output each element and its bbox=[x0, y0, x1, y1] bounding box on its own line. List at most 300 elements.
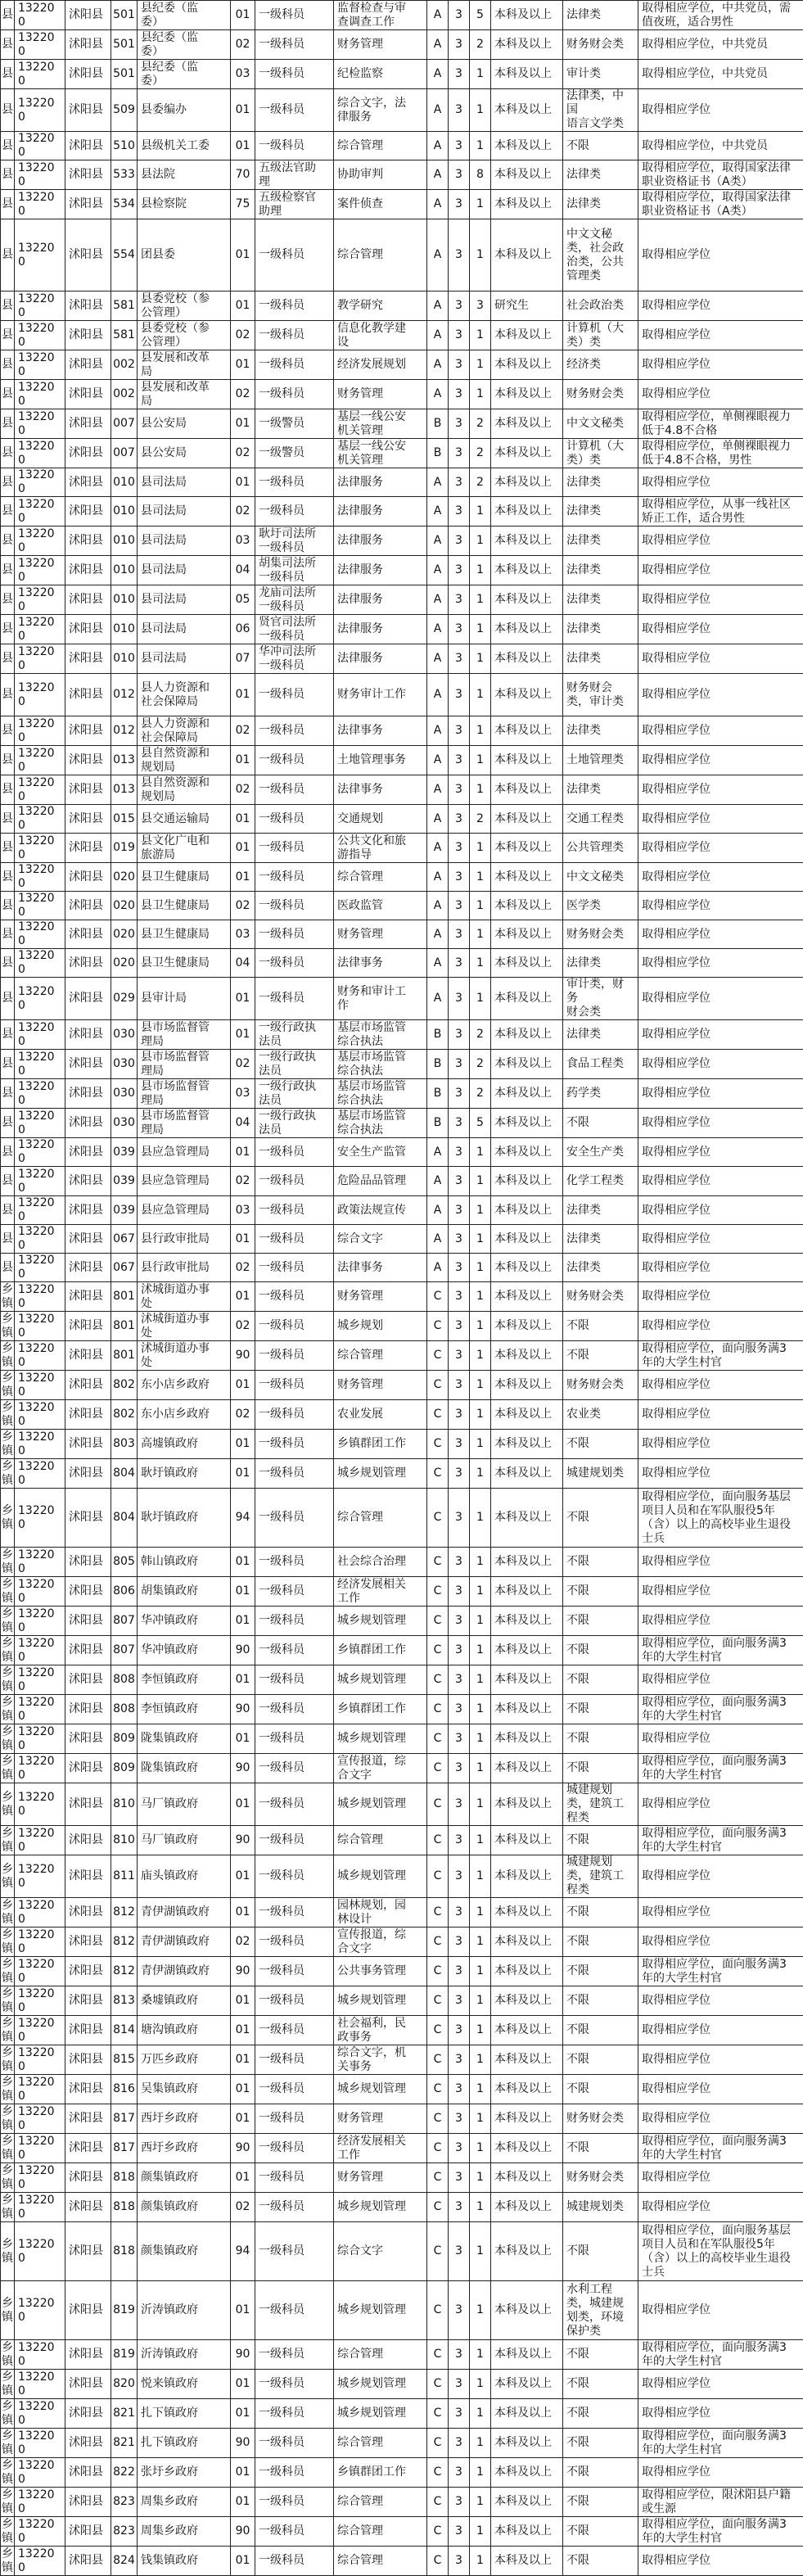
unit-code-cell: 020 bbox=[111, 949, 138, 978]
table-row bbox=[1, 1254, 803, 1282]
major-cell: 法律类 bbox=[563, 775, 638, 805]
ratio-cell: 3 bbox=[449, 2517, 470, 2547]
count-cell: 2 bbox=[470, 409, 491, 439]
position-desc-cell: 农业发展 bbox=[334, 1400, 427, 1430]
position-desc-cell: 公共事务管理 bbox=[334, 1957, 427, 1986]
position-code-cell: 01 bbox=[231, 1607, 255, 1636]
major-cell: 不限 bbox=[563, 132, 638, 160]
unit-name-cell: 沂涛镇政府 bbox=[138, 2340, 231, 2370]
unit-code-cell: 010 bbox=[111, 585, 138, 615]
region-code-cell: 132200 bbox=[15, 1986, 65, 2016]
unit-code-cell: 801 bbox=[111, 1312, 138, 1341]
major-cell: 法律类，中国 语言文学类 bbox=[563, 89, 638, 132]
position-desc-cell: 教学研究 bbox=[334, 291, 427, 321]
position-code-cell: 01 bbox=[231, 1986, 255, 2016]
category-cell: A bbox=[427, 60, 449, 89]
count-cell: 1 bbox=[470, 219, 491, 291]
count-cell: 1 bbox=[470, 1138, 491, 1167]
unit-name-cell: 县司法局 bbox=[138, 644, 231, 674]
ratio-cell: 3 bbox=[449, 949, 470, 978]
region-code-cell: 132200 bbox=[15, 716, 65, 746]
region-code-cell: 132200 bbox=[15, 949, 65, 978]
count-cell: 1 bbox=[470, 1196, 491, 1225]
other-conditions-cell: 取得相应学位，中共党员，需 值夜班，适合男性 bbox=[638, 1, 803, 30]
category-cell: C bbox=[427, 2222, 449, 2281]
region-code-cell: 132200 bbox=[15, 497, 65, 526]
count-cell: 1 bbox=[470, 892, 491, 920]
position-name-cell: 耿圩司法所 一级科员 bbox=[255, 526, 334, 556]
table-row bbox=[1, 1855, 803, 1898]
region-cell: 沭阳县 bbox=[65, 219, 111, 291]
education-cell: 本科及以上 bbox=[491, 1459, 563, 1489]
count-cell: 2 bbox=[470, 1050, 491, 1079]
level-cell: 乡 镇 bbox=[1, 1986, 15, 2016]
position-name-cell: 一级科员 bbox=[255, 1312, 334, 1341]
category-cell: A bbox=[427, 321, 449, 350]
position-name-cell: 一级科员 bbox=[255, 1400, 334, 1430]
table-row bbox=[1, 1341, 803, 1371]
other-conditions-cell: 取得相应学位，从事一线社区 矫正工作，适合男性 bbox=[638, 497, 803, 526]
other-conditions-cell: 取得相应学位，面向服务满3 年的大学生村官 bbox=[638, 1636, 803, 1665]
count-cell: 1 bbox=[470, 1986, 491, 2016]
region-code-cell: 132200 bbox=[15, 1898, 65, 1927]
position-desc-cell: 综合管理 bbox=[334, 863, 427, 892]
category-cell: B bbox=[427, 1079, 449, 1109]
region-cell: 沭阳县 bbox=[65, 2134, 111, 2163]
region-cell: 沭阳县 bbox=[65, 2045, 111, 2075]
unit-code-cell: 802 bbox=[111, 1400, 138, 1430]
unit-code-cell: 810 bbox=[111, 1783, 138, 1826]
table-row bbox=[1, 1400, 803, 1430]
table-row bbox=[1, 1020, 803, 1050]
region-code-cell: 132200 bbox=[15, 863, 65, 892]
region-cell: 沭阳县 bbox=[65, 439, 111, 468]
category-cell: A bbox=[427, 978, 449, 1020]
ratio-cell: 3 bbox=[449, 190, 470, 219]
ratio-cell: 3 bbox=[449, 321, 470, 350]
position-name-cell: 一级科员 bbox=[255, 716, 334, 746]
unit-name-cell: 县行政审批局 bbox=[138, 1254, 231, 1282]
unit-code-cell: 817 bbox=[111, 2134, 138, 2163]
ratio-cell: 3 bbox=[449, 1986, 470, 2016]
position-code-cell: 01 bbox=[231, 1783, 255, 1826]
unit-code-cell: 039 bbox=[111, 1196, 138, 1225]
ratio-cell: 3 bbox=[449, 863, 470, 892]
unit-name-cell: 县委党校（参 公管理） bbox=[138, 291, 231, 321]
position-code-cell: 01 bbox=[231, 1, 255, 30]
other-conditions-cell: 取得相应学位 bbox=[638, 1607, 803, 1636]
position-desc-cell: 城乡规划管理 bbox=[334, 1724, 427, 1754]
table-row bbox=[1, 468, 803, 497]
education-cell: 本科及以上 bbox=[491, 1665, 563, 1695]
position-desc-cell: 财务管理 bbox=[334, 2163, 427, 2193]
education-cell: 本科及以上 bbox=[491, 949, 563, 978]
unit-code-cell: 010 bbox=[111, 526, 138, 556]
level-cell: 县 bbox=[1, 190, 15, 219]
region-cell: 沭阳县 bbox=[65, 2370, 111, 2399]
category-cell: A bbox=[427, 805, 449, 834]
position-name-cell: 一级科员 bbox=[255, 132, 334, 160]
ratio-cell: 3 bbox=[449, 585, 470, 615]
count-cell: 1 bbox=[470, 1459, 491, 1489]
other-conditions-cell: 取得相应学位 bbox=[638, 1577, 803, 1607]
category-cell: C bbox=[427, 1607, 449, 1636]
position-desc-cell: 综合管理 bbox=[334, 1341, 427, 1371]
region-code-cell: 132200 bbox=[15, 2547, 65, 2576]
position-desc-cell: 社会综合治理 bbox=[334, 1548, 427, 1577]
position-code-cell: 94 bbox=[231, 1489, 255, 1548]
major-cell: 法律类 bbox=[563, 526, 638, 556]
region-cell: 沭阳县 bbox=[65, 1400, 111, 1430]
unit-name-cell: 马厂镇政府 bbox=[138, 1826, 231, 1855]
position-name-cell: 一级科员 bbox=[255, 805, 334, 834]
education-cell: 本科及以上 bbox=[491, 2488, 563, 2517]
region-code-cell: 132200 bbox=[15, 190, 65, 219]
major-cell: 不限 bbox=[563, 1898, 638, 1927]
education-cell: 本科及以上 bbox=[491, 1957, 563, 1986]
education-cell: 本科及以上 bbox=[491, 2458, 563, 2488]
table-row bbox=[1, 321, 803, 350]
region-code-cell: 132200 bbox=[15, 526, 65, 556]
position-name-cell: 一级科员 bbox=[255, 834, 334, 863]
level-cell: 县 bbox=[1, 920, 15, 949]
position-code-cell: 01 bbox=[231, 2045, 255, 2075]
position-desc-cell: 城乡规划管理 bbox=[334, 2399, 427, 2429]
region-cell: 沭阳县 bbox=[65, 1138, 111, 1167]
position-desc-cell: 城乡规划管理 bbox=[334, 1855, 427, 1898]
position-code-cell: 01 bbox=[231, 2488, 255, 2517]
unit-code-cell: 821 bbox=[111, 2429, 138, 2458]
region-code-cell: 132200 bbox=[15, 2016, 65, 2045]
unit-code-cell: 012 bbox=[111, 716, 138, 746]
major-cell: 不限 bbox=[563, 2517, 638, 2547]
category-cell: A bbox=[427, 291, 449, 321]
position-name-cell: 贤官司法所 一级科员 bbox=[255, 615, 334, 644]
ratio-cell: 3 bbox=[449, 1548, 470, 1577]
ratio-cell: 3 bbox=[449, 60, 470, 89]
level-cell: 乡 镇 bbox=[1, 2547, 15, 2576]
category-cell: B bbox=[427, 409, 449, 439]
education-cell: 本科及以上 bbox=[491, 1312, 563, 1341]
position-desc-cell: 城乡规划管理 bbox=[334, 2370, 427, 2399]
region-cell: 沭阳县 bbox=[65, 1459, 111, 1489]
level-cell: 乡 镇 bbox=[1, 2075, 15, 2104]
table-row bbox=[1, 834, 803, 863]
count-cell: 1 bbox=[470, 615, 491, 644]
region-code-cell: 132200 bbox=[15, 2045, 65, 2075]
position-desc-cell: 城乡规划管理 bbox=[334, 1459, 427, 1489]
position-desc-cell: 乡镇群团工作 bbox=[334, 1695, 427, 1724]
region-code-cell: 132200 bbox=[15, 1577, 65, 1607]
table-row bbox=[1, 2399, 803, 2429]
position-name-cell: 五级检察官 助理 bbox=[255, 190, 334, 219]
position-code-cell: 02 bbox=[231, 439, 255, 468]
education-cell: 本科及以上 bbox=[491, 1577, 563, 1607]
education-cell: 本科及以上 bbox=[491, 30, 563, 60]
position-name-cell: 一级科员 bbox=[255, 1548, 334, 1577]
education-cell: 本科及以上 bbox=[491, 60, 563, 89]
ratio-cell: 3 bbox=[449, 497, 470, 526]
level-cell: 县 bbox=[1, 1020, 15, 1050]
major-cell: 食品工程类 bbox=[563, 1050, 638, 1079]
table-row bbox=[1, 978, 803, 1020]
education-cell: 本科及以上 bbox=[491, 1020, 563, 1050]
region-code-cell: 132200 bbox=[15, 439, 65, 468]
position-code-cell: 01 bbox=[231, 1548, 255, 1577]
region-code-cell: 132200 bbox=[15, 1079, 65, 1109]
position-name-cell: 一级科员 bbox=[255, 321, 334, 350]
education-cell: 本科及以上 bbox=[491, 2104, 563, 2134]
position-name-cell: 一级科员 bbox=[255, 1254, 334, 1282]
level-cell: 县 bbox=[1, 468, 15, 497]
table-row bbox=[1, 1826, 803, 1855]
region-code-cell: 132200 bbox=[15, 1459, 65, 1489]
position-desc-cell: 财务管理 bbox=[334, 30, 427, 60]
count-cell: 1 bbox=[470, 1754, 491, 1783]
category-cell: C bbox=[427, 2104, 449, 2134]
major-cell: 法律类 bbox=[563, 1254, 638, 1282]
count-cell: 1 bbox=[470, 644, 491, 674]
position-code-cell: 01 bbox=[231, 978, 255, 1020]
position-name-cell: 一级科员 bbox=[255, 2045, 334, 2075]
position-desc-cell: 基层市场监管 综合执法 bbox=[334, 1109, 427, 1138]
education-cell: 本科及以上 bbox=[491, 1341, 563, 1371]
ratio-cell: 3 bbox=[449, 2163, 470, 2193]
region-code-cell: 132200 bbox=[15, 978, 65, 1020]
position-code-cell: 01 bbox=[231, 834, 255, 863]
table-row bbox=[1, 1430, 803, 1459]
unit-name-cell: 县应急管理局 bbox=[138, 1196, 231, 1225]
position-desc-cell: 纪检监察 bbox=[334, 60, 427, 89]
unit-name-cell: 吴集镇政府 bbox=[138, 2075, 231, 2104]
unit-name-cell: 青伊湖镇政府 bbox=[138, 1957, 231, 1986]
position-name-cell: 一级科员 bbox=[255, 1459, 334, 1489]
other-conditions-cell: 取得相应学位 bbox=[638, 1783, 803, 1826]
category-cell: C bbox=[427, 1282, 449, 1312]
ratio-cell: 3 bbox=[449, 291, 470, 321]
position-name-cell: 一级科员 bbox=[255, 30, 334, 60]
major-cell: 不限 bbox=[563, 1607, 638, 1636]
major-cell: 财务财会类 bbox=[563, 30, 638, 60]
position-desc-cell: 财务管理 bbox=[334, 380, 427, 409]
ratio-cell: 3 bbox=[449, 1167, 470, 1196]
major-cell: 不限 bbox=[563, 1826, 638, 1855]
table-row bbox=[1, 615, 803, 644]
category-cell: A bbox=[427, 716, 449, 746]
position-desc-cell: 经济发展相关 工作 bbox=[334, 2134, 427, 2163]
unit-name-cell: 县司法局 bbox=[138, 615, 231, 644]
region-code-cell: 132200 bbox=[15, 30, 65, 60]
other-conditions-cell: 取得相应学位 bbox=[638, 291, 803, 321]
position-desc-cell: 城乡规划管理 bbox=[334, 1986, 427, 2016]
position-name-cell: 一级科员 bbox=[255, 2075, 334, 2104]
table-row bbox=[1, 2488, 803, 2517]
position-code-cell: 90 bbox=[231, 2429, 255, 2458]
count-cell: 1 bbox=[470, 60, 491, 89]
region-code-cell: 132200 bbox=[15, 1957, 65, 1986]
table-row bbox=[1, 644, 803, 674]
education-cell: 本科及以上 bbox=[491, 190, 563, 219]
position-code-cell: 01 bbox=[231, 2547, 255, 2576]
position-code-cell: 01 bbox=[231, 2281, 255, 2340]
position-code-cell: 01 bbox=[231, 2016, 255, 2045]
unit-code-cell: 067 bbox=[111, 1254, 138, 1282]
unit-name-cell: 县交通运输局 bbox=[138, 805, 231, 834]
count-cell: 1 bbox=[470, 834, 491, 863]
ratio-cell: 3 bbox=[449, 1050, 470, 1079]
other-conditions-cell: 取得相应学位 bbox=[638, 1282, 803, 1312]
education-cell: 本科及以上 bbox=[491, 805, 563, 834]
table-row bbox=[1, 291, 803, 321]
position-code-cell: 01 bbox=[231, 1430, 255, 1459]
other-conditions-cell: 取得相应学位 bbox=[638, 2163, 803, 2193]
position-name-cell: 一级科员 bbox=[255, 2222, 334, 2281]
unit-code-cell: 812 bbox=[111, 1898, 138, 1927]
unit-name-cell: 县委党校（参 公管理） bbox=[138, 321, 231, 350]
count-cell: 1 bbox=[470, 1665, 491, 1695]
ratio-cell: 3 bbox=[449, 1459, 470, 1489]
region-code-cell: 132200 bbox=[15, 2340, 65, 2370]
position-code-cell: 01 bbox=[231, 1138, 255, 1167]
table-row bbox=[1, 1898, 803, 1927]
unit-code-cell: 010 bbox=[111, 556, 138, 585]
region-cell: 沭阳县 bbox=[65, 1548, 111, 1577]
ratio-cell: 3 bbox=[449, 1079, 470, 1109]
unit-name-cell: 颜集镇政府 bbox=[138, 2222, 231, 2281]
unit-code-cell: 812 bbox=[111, 1927, 138, 1957]
education-cell: 本科及以上 bbox=[491, 1400, 563, 1430]
position-name-cell: 一级科员 bbox=[255, 746, 334, 775]
region-code-cell: 132200 bbox=[15, 2370, 65, 2399]
unit-name-cell: 颜集镇政府 bbox=[138, 2193, 231, 2222]
education-cell: 本科及以上 bbox=[491, 716, 563, 746]
other-conditions-cell: 取得相应学位 bbox=[638, 746, 803, 775]
count-cell: 2 bbox=[470, 805, 491, 834]
other-conditions-cell: 取得相应学位 bbox=[638, 321, 803, 350]
count-cell: 1 bbox=[470, 1400, 491, 1430]
region-code-cell: 132200 bbox=[15, 920, 65, 949]
category-cell: A bbox=[427, 949, 449, 978]
region-cell: 沭阳县 bbox=[65, 834, 111, 863]
position-name-cell: 一级科员 bbox=[255, 892, 334, 920]
region-code-cell: 132200 bbox=[15, 2163, 65, 2193]
category-cell: A bbox=[427, 380, 449, 409]
level-cell: 乡 镇 bbox=[1, 1826, 15, 1855]
table-row bbox=[1, 805, 803, 834]
region-code-cell: 132200 bbox=[15, 1371, 65, 1400]
table-row bbox=[1, 1577, 803, 1607]
unit-name-cell: 县自然资源和 规划局 bbox=[138, 775, 231, 805]
other-conditions-cell: 取得相应学位 bbox=[638, 2075, 803, 2104]
region-cell: 沭阳县 bbox=[65, 2340, 111, 2370]
category-cell: A bbox=[427, 644, 449, 674]
unit-code-cell: 807 bbox=[111, 1636, 138, 1665]
count-cell: 1 bbox=[470, 1430, 491, 1459]
category-cell: C bbox=[427, 1430, 449, 1459]
level-cell: 乡 镇 bbox=[1, 2016, 15, 2045]
education-cell: 本科及以上 bbox=[491, 644, 563, 674]
position-code-cell: 01 bbox=[231, 1371, 255, 1400]
table-row bbox=[1, 1225, 803, 1254]
position-name-cell: 一级科员 bbox=[255, 949, 334, 978]
level-cell: 县 bbox=[1, 949, 15, 978]
count-cell: 5 bbox=[470, 1, 491, 30]
ratio-cell: 3 bbox=[449, 674, 470, 716]
unit-name-cell: 县司法局 bbox=[138, 497, 231, 526]
major-cell: 不限 bbox=[563, 2075, 638, 2104]
region-code-cell: 132200 bbox=[15, 1254, 65, 1282]
position-desc-cell: 城乡规划管理 bbox=[334, 1607, 427, 1636]
education-cell: 本科及以上 bbox=[491, 1607, 563, 1636]
region-code-cell: 132200 bbox=[15, 1225, 65, 1254]
unit-name-cell: 悦来镇政府 bbox=[138, 2370, 231, 2399]
region-cell: 沭阳县 bbox=[65, 1754, 111, 1783]
region-code-cell: 132200 bbox=[15, 219, 65, 291]
table-row bbox=[1, 2429, 803, 2458]
position-code-cell: 02 bbox=[231, 1927, 255, 1957]
category-cell: C bbox=[427, 1898, 449, 1927]
unit-code-cell: 039 bbox=[111, 1167, 138, 1196]
major-cell: 化学工程类 bbox=[563, 1167, 638, 1196]
position-code-cell: 02 bbox=[231, 1312, 255, 1341]
unit-name-cell: 县公安局 bbox=[138, 409, 231, 439]
position-desc-cell: 城乡规划 bbox=[334, 1312, 427, 1341]
table-row bbox=[1, 2517, 803, 2547]
count-cell: 1 bbox=[470, 949, 491, 978]
unit-code-cell: 816 bbox=[111, 2075, 138, 2104]
region-code-cell: 132200 bbox=[15, 1196, 65, 1225]
count-cell: 1 bbox=[470, 2429, 491, 2458]
position-name-cell: 一级科员 bbox=[255, 1695, 334, 1724]
region-code-cell: 132200 bbox=[15, 746, 65, 775]
position-desc-cell: 财务管理 bbox=[334, 1282, 427, 1312]
major-cell: 中文文秘类 bbox=[563, 409, 638, 439]
ratio-cell: 3 bbox=[449, 2104, 470, 2134]
region-cell: 沭阳县 bbox=[65, 1783, 111, 1826]
region-code-cell: 132200 bbox=[15, 380, 65, 409]
unit-name-cell: 庙头镇政府 bbox=[138, 1855, 231, 1898]
region-code-cell: 132200 bbox=[15, 2222, 65, 2281]
position-code-cell: 90 bbox=[231, 2134, 255, 2163]
table-row bbox=[1, 1, 803, 30]
other-conditions-cell: 取得相应学位 bbox=[638, 834, 803, 863]
position-name-cell: 一级科员 bbox=[255, 1826, 334, 1855]
level-cell: 乡 镇 bbox=[1, 1957, 15, 1986]
level-cell: 乡 镇 bbox=[1, 2045, 15, 2075]
position-code-cell: 01 bbox=[231, 2458, 255, 2488]
other-conditions-cell: 取得相应学位 bbox=[638, 1430, 803, 1459]
category-cell: A bbox=[427, 1, 449, 30]
table-body bbox=[1, 1, 803, 2576]
major-cell: 财务财会类 bbox=[563, 2104, 638, 2134]
unit-name-cell: 东小店乡政府 bbox=[138, 1400, 231, 1430]
position-desc-cell: 综合文字，法 律服务 bbox=[334, 89, 427, 132]
region-cell: 沭阳县 bbox=[65, 949, 111, 978]
position-code-cell: 01 bbox=[231, 2370, 255, 2399]
education-cell: 本科及以上 bbox=[491, 160, 563, 190]
education-cell: 本科及以上 bbox=[491, 2399, 563, 2429]
unit-code-cell: 010 bbox=[111, 468, 138, 497]
unit-name-cell: 县市场监督管 理局 bbox=[138, 1109, 231, 1138]
position-desc-cell: 土地管理事务 bbox=[334, 746, 427, 775]
table-row bbox=[1, 674, 803, 716]
level-cell: 乡 镇 bbox=[1, 2193, 15, 2222]
region-cell: 沭阳县 bbox=[65, 978, 111, 1020]
other-conditions-cell: 取得相应学位 bbox=[638, 1371, 803, 1400]
count-cell: 1 bbox=[470, 2163, 491, 2193]
region-code-cell: 132200 bbox=[15, 2193, 65, 2222]
region-cell: 沭阳县 bbox=[65, 2281, 111, 2340]
